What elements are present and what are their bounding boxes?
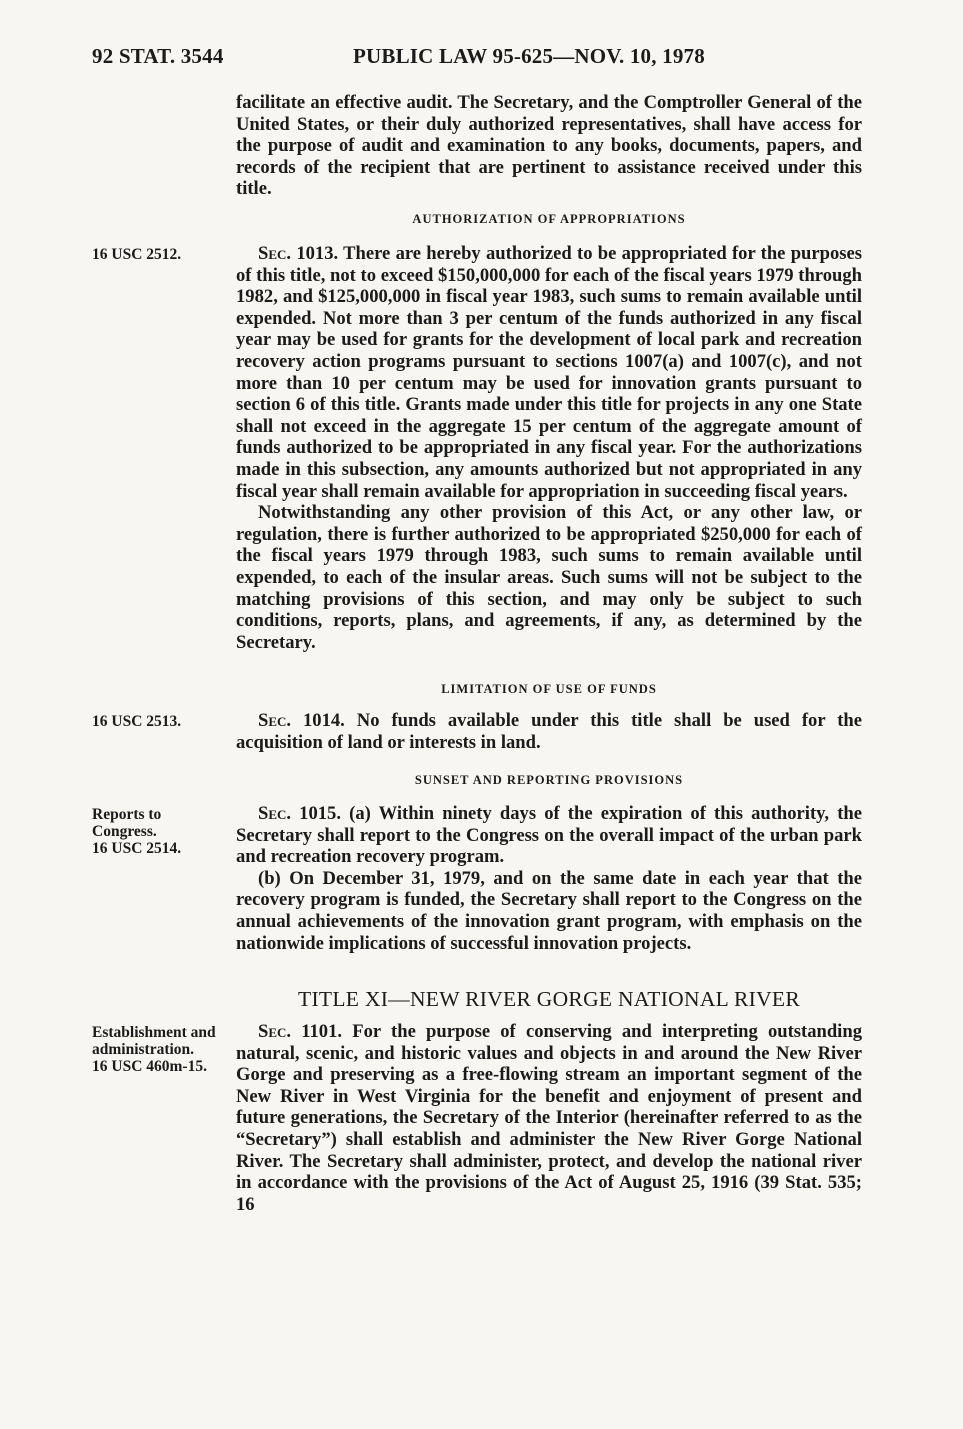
margin-usc-2512: 16 USC 2512. [92, 246, 182, 263]
sec1013-paragraph-2: Notwithstanding any other provision of this Act, or any other law, or regulation, there is further authorized to be appropriated $250,000 for each of the fiscal years 1979 through 1983, such sums to remain available until expended, to each of the insular areas. Such sums will not be subject to the matching provisions of this section, and may only be subject to such conditions, reports, plans, and agreements, if any, as determined by the Secretary. [236, 502, 862, 653]
page-reference: 92 STAT. 3544 [92, 44, 224, 68]
heading-sunset: SUNSET AND REPORTING PROVISIONS [414, 773, 684, 787]
audit-paragraph: facilitate an effective audit. The Secretary, and the Comptroller General of the United States, or their duly authorized representatives, shall have access for the purpose of audit and examination to any books, documents, papers, and records of the recipient that are pertinent to assistance received under this title. [236, 92, 862, 200]
section-1101: Sec. 1101. For the purpose of conserving and interpreting outstanding natural, scenic, and historic values and objects in and around the New River Gorge and preserving as a free-flowing stream an important segment of the New River in West Virginia for the benefit and enjoyment of present and future generations, the Secretary of the Interior (hereinafter referred to as the “Secretary”) shall establish and administer the New River Gorge National River. The Secretary shall administer, protect, and develop the national river in accordance with the provisions of the Act of August 25, 1916 (39 Stat. 535; 16 [236, 1021, 862, 1215]
sec1014-label: Sec. 1014. [258, 710, 345, 731]
section-1014: Sec. 1014. No funds available under this title shall be used for the acquisition of land or interests in land. [236, 710, 862, 753]
margin-usc-460m: 16 USC 460m-15. [92, 1058, 207, 1075]
section-1013 [236, 243, 862, 653]
heading-authorization: AUTHORIZATION OF APPROPRIATIONS [412, 212, 686, 226]
sec1015-paragraph-a: Sec. 1015. (a) Within ninety days of the expiration of this authority, the Secretary shall report to the Congress on the overall impact of the urban park and recreation recovery program. [236, 803, 862, 868]
sec1015-label: Sec. 1015. [258, 803, 342, 824]
sec1101-label: Sec. 1101. [258, 1021, 343, 1042]
sec1013-paragraph-1: Sec. 1013. There are hereby authorized to be appropriated for the purposes of this title, not to exceed $150,000,000 for each of the fiscal years 1979 through 1982, and $125,000,000 in fiscal year 1983, such sums to remain available until expended. Not more than 3 per centum of the funds authorized in any fiscal year may be used for grants for the development of local park and recreation recovery action programs pursuant to sections 1007(a) and 1007(c), and not more than 10 per centum may be used for innovation grants pursuant to section 6 of this title. Grants made under this title for projects in any one State shall not exceed in the aggregate 15 per centum of the aggregate amount of funds authorized to be appropriated in any fiscal year. For the authorizations made in this subsection, any amounts authorized but not appropriated in any fiscal year shall remain available for appropriation in succeeding fiscal years. [236, 243, 862, 502]
margin-reports [92, 806, 192, 857]
section-1015 [236, 803, 862, 954]
margin-reports-title: Reports to Congress. [92, 806, 162, 840]
title-xi: TITLE XI—NEW RIVER GORGE NATIONAL RIVER [298, 987, 800, 1011]
margin-usc-2514: 16 USC 2514. [92, 840, 182, 857]
sec1013-label: Sec. 1013. [258, 243, 339, 264]
margin-usc-2513: 16 USC 2513. [92, 713, 182, 730]
margin-establishment [92, 1024, 222, 1075]
margin-establishment-title: Establishment and administration. [92, 1024, 216, 1058]
sec1015-paragraph-b: (b) On December 31, 1979, and on the same date in each year that the recovery program is funded, the Secretary shall report to the Congress on the annual achievements of the innovation grant program, with emphasis on the nationwide implications of successful innovation projects. [236, 867, 862, 954]
law-reference: PUBLIC LAW 95-625—NOV. 10, 1978 [353, 44, 705, 68]
heading-limitation: LIMITATION OF USE OF FUNDS [441, 682, 657, 696]
